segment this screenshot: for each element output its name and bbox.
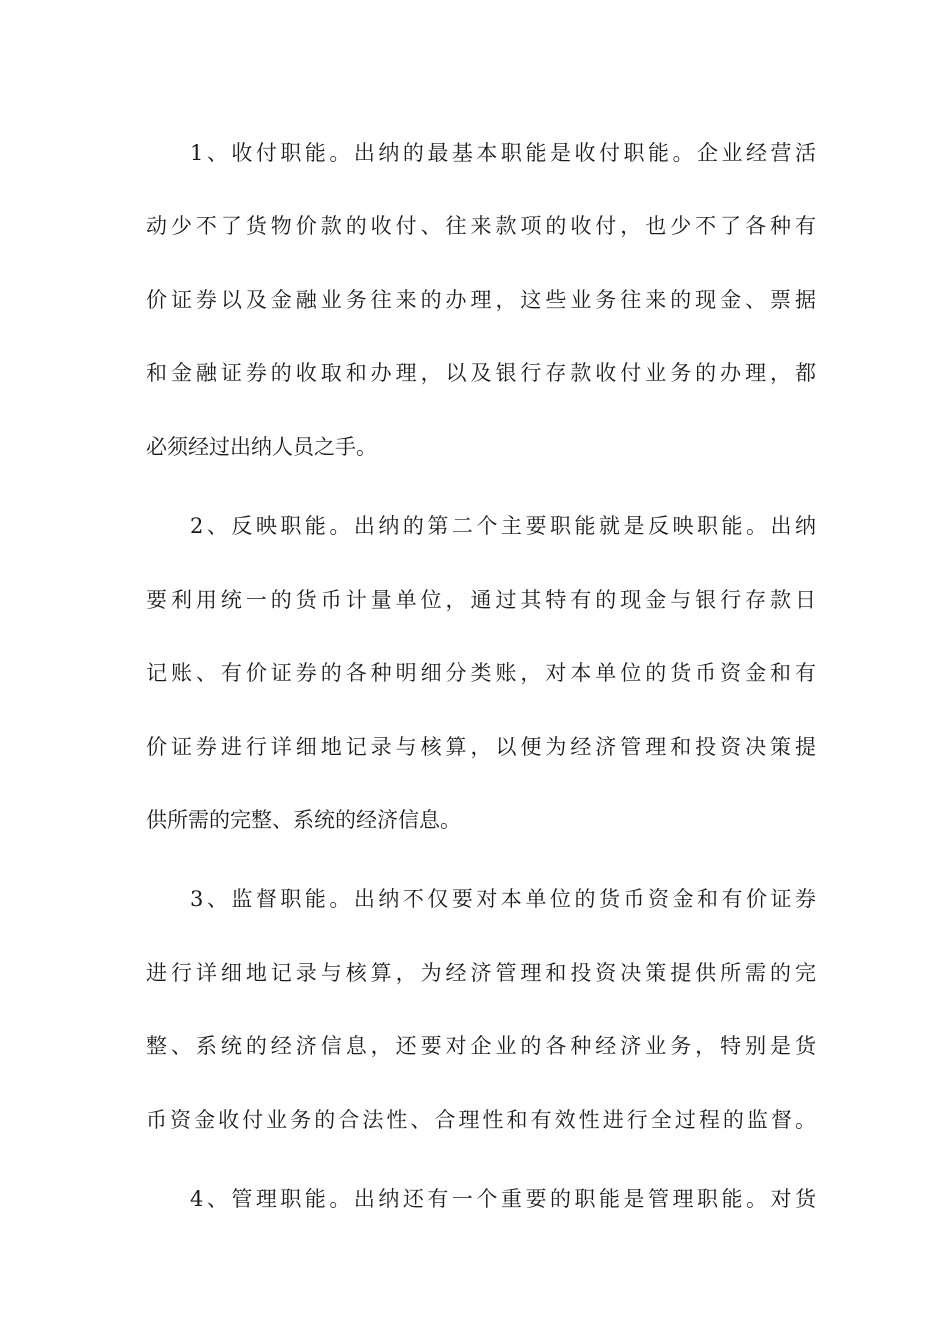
paragraph-3-line-2: 进行详细地记录与核算，为经济管理和投资决策提供所需的完: [146, 961, 816, 985]
paragraph-1-line-2: 动少不了货物价款的收付、往来款项的收付，也少不了各种有: [146, 214, 816, 238]
paragraph-4-line-1: 4、管理职能。出纳还有一个重要的职能是管理职能。对货: [190, 1187, 816, 1211]
paragraph-1-line-5: 必须经过出纳人员之手。: [146, 435, 377, 459]
paragraph-2-line-1: 2、反映职能。出纳的第二个主要职能就是反映职能。出纳: [190, 514, 816, 538]
paragraph-2-line-4: 价证券进行详细地记录与核算，以便为经济管理和投资决策提: [146, 735, 816, 759]
paragraph-3-line-4: 币资金收付业务的合法性、合理性和有效性进行全过程的监督。: [146, 1108, 816, 1132]
paragraph-2-line-5: 供所需的完整、系统的经济信息。: [146, 808, 461, 832]
paragraph-2-line-2: 要利用统一的货币计量单位，通过其特有的现金与银行存款日: [146, 588, 816, 612]
paragraph-1-line-4: 和金融证券的收取和办理，以及银行存款收付业务的办理，都: [146, 361, 816, 385]
paragraph-2-line-3: 记账、有价证券的各种明细分类账，对本单位的货币资金和有: [146, 661, 816, 685]
paragraph-1-line-3: 价证券以及金融业务往来的办理，这些业务往来的现金、票据: [146, 288, 816, 312]
paragraph-1-line-1: 1、收付职能。出纳的最基本职能是收付职能。企业经营活: [190, 141, 816, 165]
paragraph-3-line-3: 整、系统的经济信息，还要对企业的各种经济业务，特别是货: [146, 1034, 816, 1058]
paragraph-3-line-1: 3、监督职能。出纳不仅要对本单位的货币资金和有价证券: [190, 887, 816, 911]
